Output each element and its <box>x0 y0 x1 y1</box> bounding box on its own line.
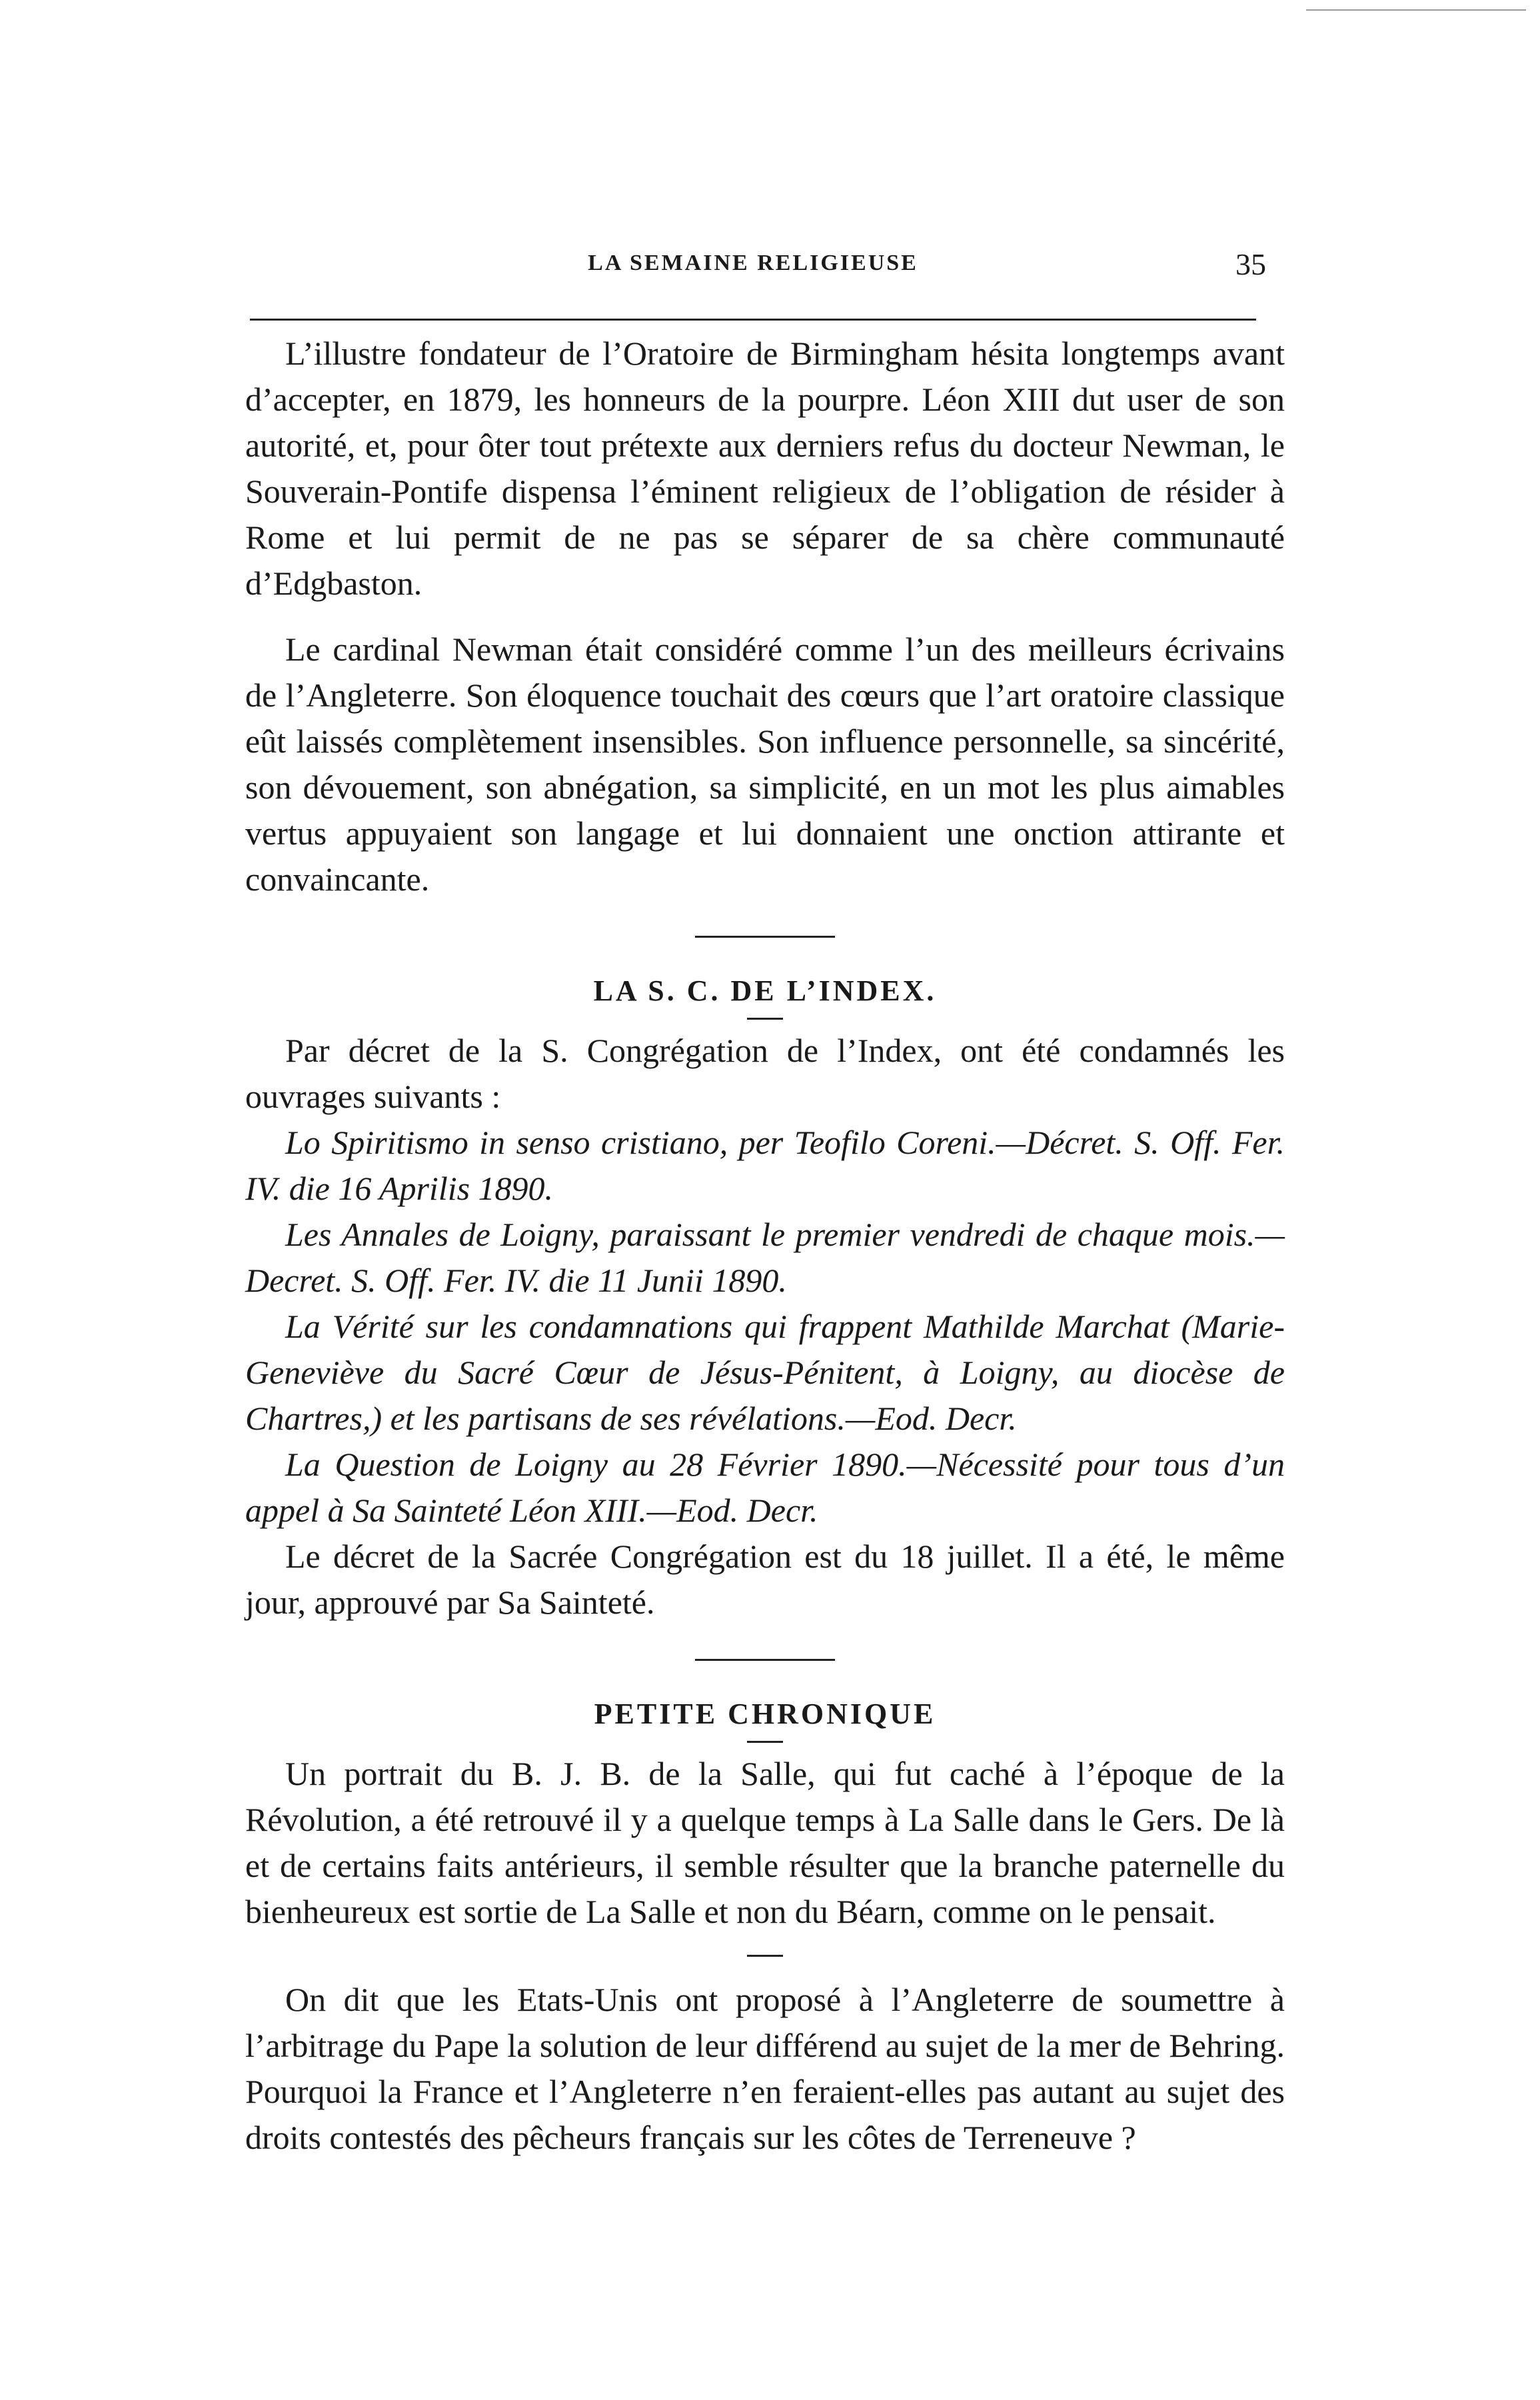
section-separator <box>695 1659 835 1661</box>
chronique-section-title: PETITE CHRONIQUE <box>594 1698 936 1730</box>
index-item-4: La Question de Loigny au 28 Février 1890.—Nécessité pour tous d’un appel à Sa Sainteté Léon XIII.—Eod. Decr. <box>245 1446 1285 1529</box>
index-section-title: LA S. C. DE L’INDEX. <box>593 974 937 1007</box>
index-item-1: Lo Spiritismo in senso cristiano, per Teofilo Coreni.—Décret. S. Off. Fer. IV. die 16 Aprilis 1890. <box>245 1124 1285 1207</box>
index-item-2: Les Annales de Loigny, paraissant le premier vendredi de chaque mois.—Decret. S. Off. Fer. IV. die 11 Junii 1890. <box>245 1216 1285 1299</box>
header-rule <box>250 319 1256 321</box>
index-item-3: La Vérité sur les condamnations qui frappent Mathilde Marchat (Marie-Geneviève du Sacré Cœur de Jésus-Pénitent, à Loigny, au diocèse de Chartres,) et les partisans de ses révélations.—Eod. Decr. <box>245 1308 1285 1437</box>
chronique-paragraph-1: Un portrait du B. J. B. de la Salle, qui fut caché à l’époque de la Révolution, a été retrouvé il y a quelque temps à La Salle dans le Gers. De là et de certains faits antérieurs, il semble résulter que la branche paternelle du bienheureux est sortie de La Salle et non du Béarn, comme on le pensait. <box>245 1755 1285 1930</box>
chronique-paragraph-2: On dit que les Etats-Unis ont proposé à l’Angleterre de soumettre à l’arbitrage du Pape la solution de leur différend au sujet de la mer de Behring. Pourquoi la France et l’Angleterre n’en feraient-elles pas autant au sujet des droits contestés des pêcheurs français sur les côtes de Terreneuve ? <box>245 1981 1285 2156</box>
title-dash <box>747 1741 783 1743</box>
newman-paragraph-1: L’illustre fondateur de l’Oratoire de Birmingham hésita longtemps avant d’accepter, en 1879, les honneurs de la pourpre. Léon XIII dut user de son autorité, et, pour ôter tout prétexte aux derniers refus du docteur Newman, le Souverain-Pontife dispensa l’éminent religieux de l’obligation de résider à Rome et lui permit de ne pas se séparer de sa chère communauté d’Edgbaston. <box>245 335 1285 602</box>
title-dash <box>747 1018 783 1020</box>
page-header <box>240 247 1266 291</box>
scan-edge-line <box>1306 9 1526 11</box>
page-body <box>245 331 1285 2161</box>
index-intro: Par décret de la S. Congrégation de l’Index, ont été condamnés les ouvrages suivants : <box>245 1032 1285 1115</box>
section-separator <box>695 936 835 938</box>
index-closing: Le décret de la Sacrée Congrégation est du 18 juillet. Il a été, le même jour, approuvé par Sa Sainteté. <box>245 1538 1285 1621</box>
paragraph-dash <box>747 1955 783 1957</box>
running-head: LA SEMAINE RELIGIEUSE <box>588 251 918 275</box>
page-number: 35 <box>1235 247 1266 281</box>
newman-paragraph-2: Le cardinal Newman était considéré comme l’un des meilleurs écrivains de l’Angleterre. Son éloquence touchait des cœurs que l’art oratoire classique eût laissés complètement insensibles. Son influence personnelle, sa sincérité, son dévouement, son abnégation, sa simplicité, en un mot les plus aimables vertus appuyaient son langage et lui donnaient une onction attirante et convaincante. <box>245 630 1285 898</box>
